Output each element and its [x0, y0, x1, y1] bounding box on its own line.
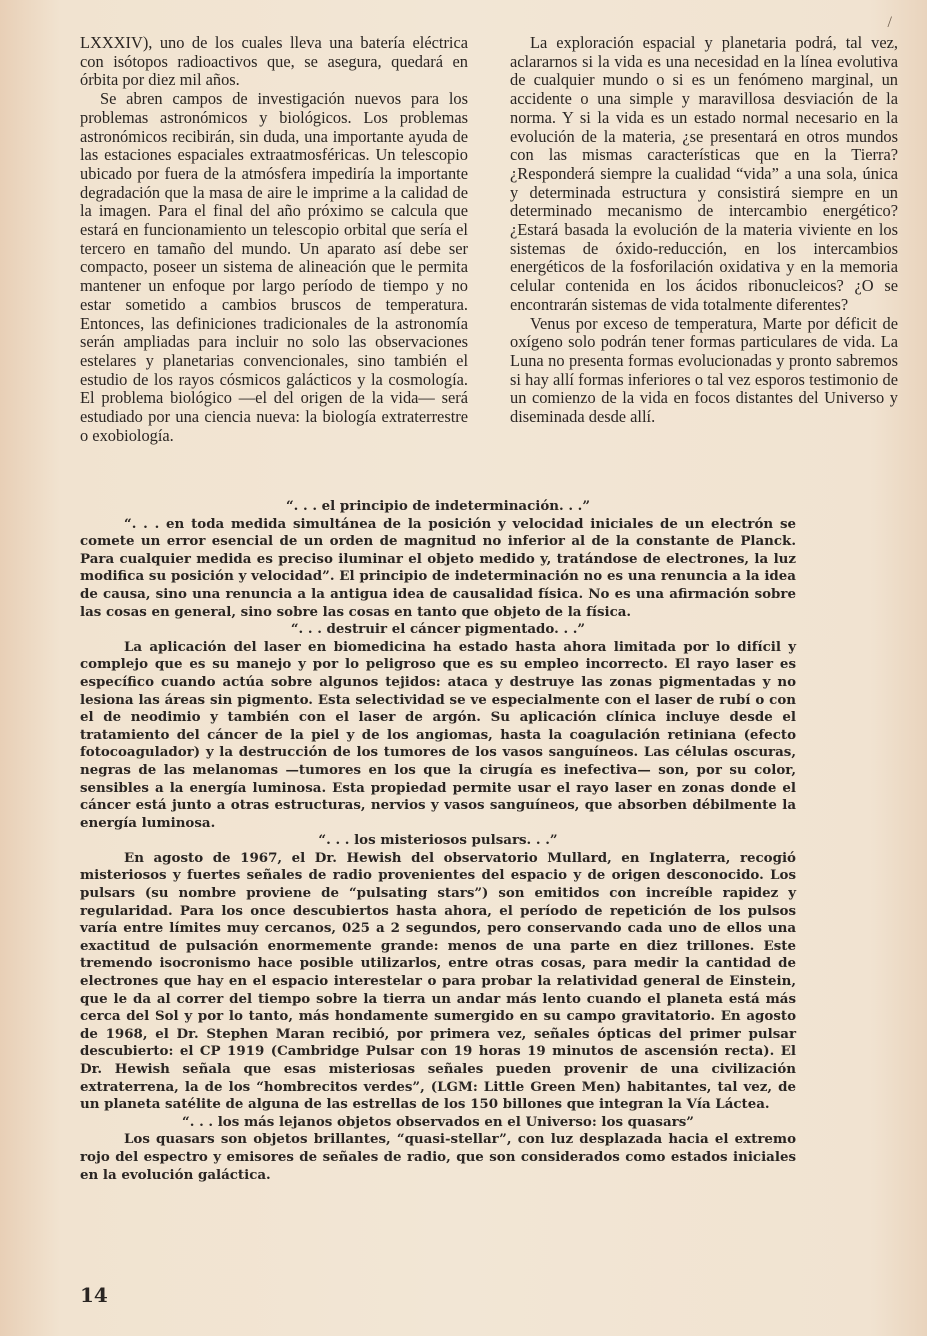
section-body-pulsars: En agosto de 1967, el Dr. Hewish del observatorio Mullard, en Inglaterra, recogió misteriosos y fuertes señales de radio provenientes del espacio y de origen desconocido. Los pulsars (su nombre proviene de “pulsating stars”) son emitidos con increíble rapidez y regularidad. Para los once descubiertos hasta ahora, el período de repetición de los pulsos varía entre límites muy cercanos, 025 a 2 segundos, pero conservando cada uno de ellos una exactitud de pulsación enormemente grande: menos de una parte en diez trillones. Este tremendo isocronismo hace posible utilizarlos, entre otras cosas, para medir la cantidad de electrones que hay en el espacio interestelar o para probar la relatividad general de Einstein, que le da al correr del tiempo sobre la tierra un andar más lento cuando el planeta está más cerca del Sol y por lo tanto, más hondamente sumergido en su campo gravitatorio. En agosto de 1968, el Dr. Stephen Maran recibió, por primera vez, señales ópticas del primer pulsar descubierto: el CP 1919 (Cambridge Pulsar con 19 horas 19 minutos de ascensión recta). El Dr. Hewish señala que esas misteriosas señales pueden provenir de una civilización extraterrena, la de los “hombrecitos verdes”, (LGM: Little Green Men) habitantes, tal vez, de un planeta satélite de alguna de las estrellas de los 150 billones que integran la Vía Láctea.: [80, 849, 796, 1113]
right-paragraph-1: La exploración espacial y planetaria podrá, tal vez, aclararnos si la vida es una necesidad en la línea evolutiva de cualquier mundo o si es un fenómeno marginal, un accidente o una simple y maravillosa desviación de la norma. Y si la vida es un estado normal necesario en la evolución de la materia, ¿se presentará en otros mundos con las mismas características que en la Tierra? ¿Responderá siempre la cualidad “vida” a una sola, única y determinada estructura y consistirá siempre en un determinado mecanismo de intercambio energético? ¿Estará basada la evolución de la materia viviente en los sistemas de óxido-reducción, en los intercambios energéticos de la fosforilación oxidativa y en la memoria celular contenida en los ácidos ribonucleicos? ¿O se encontrarán sistemas de vida totalmente diferentes?: [510, 33, 898, 314]
left-paragraph-2: Se abren campos de investigación nuevos para los problemas astronómicos y biológicos. Los problemas astronómicos recibirán, sin duda, una importante ayuda de las estaciones espaciales extraatmosféricas. Un telescopio ubicado por fuera de la atmósfera impediría la importante degradación que la masa de aire le imprime a la calidad de la imagen. Para el final del año próximo se calcula que estará en funcionamiento un telescopio orbital que sería el tercero en tamaño del mundo. Un aparato así debe ser compacto, poseer un sistema de alineación que le permita mantener un enfoque por largo período de tiempo y no estar sometido a cambios bruscos de temperatura. Entonces, las definiciones tradicionales de la astronomía serán ampliadas para incluir no solo las observaciones estelares y planetarias convencionales, sino también el estudio de los rayos cósmicos galácticos y la cosmología. El problema biológico —el del origen de la vida— será estudiado por una ciencia nueva: la biología extraterrestre o exobiología.: [80, 89, 468, 445]
bold-sections: [80, 498, 796, 1184]
section-heading-cancer: “. . . destruir el cáncer pigmentado. . .”: [290, 621, 586, 638]
corner-mark: /: [887, 14, 892, 31]
right-column: [510, 34, 898, 496]
left-column: [80, 34, 468, 496]
page-number: 14: [80, 1283, 108, 1307]
section-heading-quasars: “. . . los más lejanos objetos observados en el Universo: los quasars”: [182, 1113, 694, 1130]
right-paragraph-2: Venus por exceso de temperatura, Marte por déficit de oxígeno solo podrán tener formas particulares de vida. La Luna no presenta formas evolucionadas y pronto sabremos si hay allí formas inferiores o tal vez esporos testimonio de un comienzo de la vida en focos distantes del Universo y diseminada desde allí.: [510, 313, 898, 427]
section-heading-pulsars: “. . . los misteriosos pulsars. . .”: [318, 832, 558, 849]
section-body-indeterminacion: “. . . en toda medida simultánea de la posición y velocidad iniciales de un electrón se comete un error esencial de un orden de magnitud no inferior al de la constante de Planck. Para cualquier medida es preciso iluminar el objeto medido y, tratándose de electrones, la luz modifica su posición y velocidad”. El principio de indeterminación no es una renuncia a la idea de causa, sino una renuncia a la antigua idea de causalidad física. No es una afirmación sobre las cosas en general, sino sobre las cosas en tanto que objeto de la física.: [80, 515, 796, 620]
left-paragraph-1: LXXXIV), uno de los cuales lleva una batería eléctrica con isótopos radioactivos que, se asegura, quedará en órbita por diez mil años.: [80, 33, 468, 90]
section-heading-indeterminacion: “. . . el principio de indeterminación. . .”: [285, 498, 591, 514]
two-column-section: [80, 34, 898, 496]
section-body-quasars: Los quasars son objetos brillantes, “quasi-stellar”, con luz desplazada hacia el extremo rojo del espectro y emisores de señales de radio, que son considerados como estados iniciales en la evolución galáctica.: [80, 1131, 796, 1183]
section-body-cancer: La aplicación del laser en biomedicina ha estado hasta ahora limitada por lo difícil y complejo que es su manejo y por lo peligroso que es su empleo incorrecto. El rayo laser es específico cuando actúa sobre algunos tejidos: ataca y destruye las zonas pigmentadas y no lesiona las áreas sin pigmento. Esta selectividad se ve especialmente con el laser de rubí o con el de neodimio y también con el laser de argón. Su aplicación clínica incluye desde el tratamiento del cáncer de la piel y de los angiomas, hasta la coagulación retiniana (efecto fotocoagulador) y la destrucción de los tumores de los vasos sanguíneos. Las células oscuras, negras de las melanomas —tumores en los que la cirugía es inefectiva— son, por su color, sensibles a la energía luminosa. Esta propiedad permite usar el rayo laser en zonas donde el cáncer está junto a otras estructuras, nervios y vasos sanguíneos, que absorben débilmente la energía luminosa.: [80, 638, 796, 831]
